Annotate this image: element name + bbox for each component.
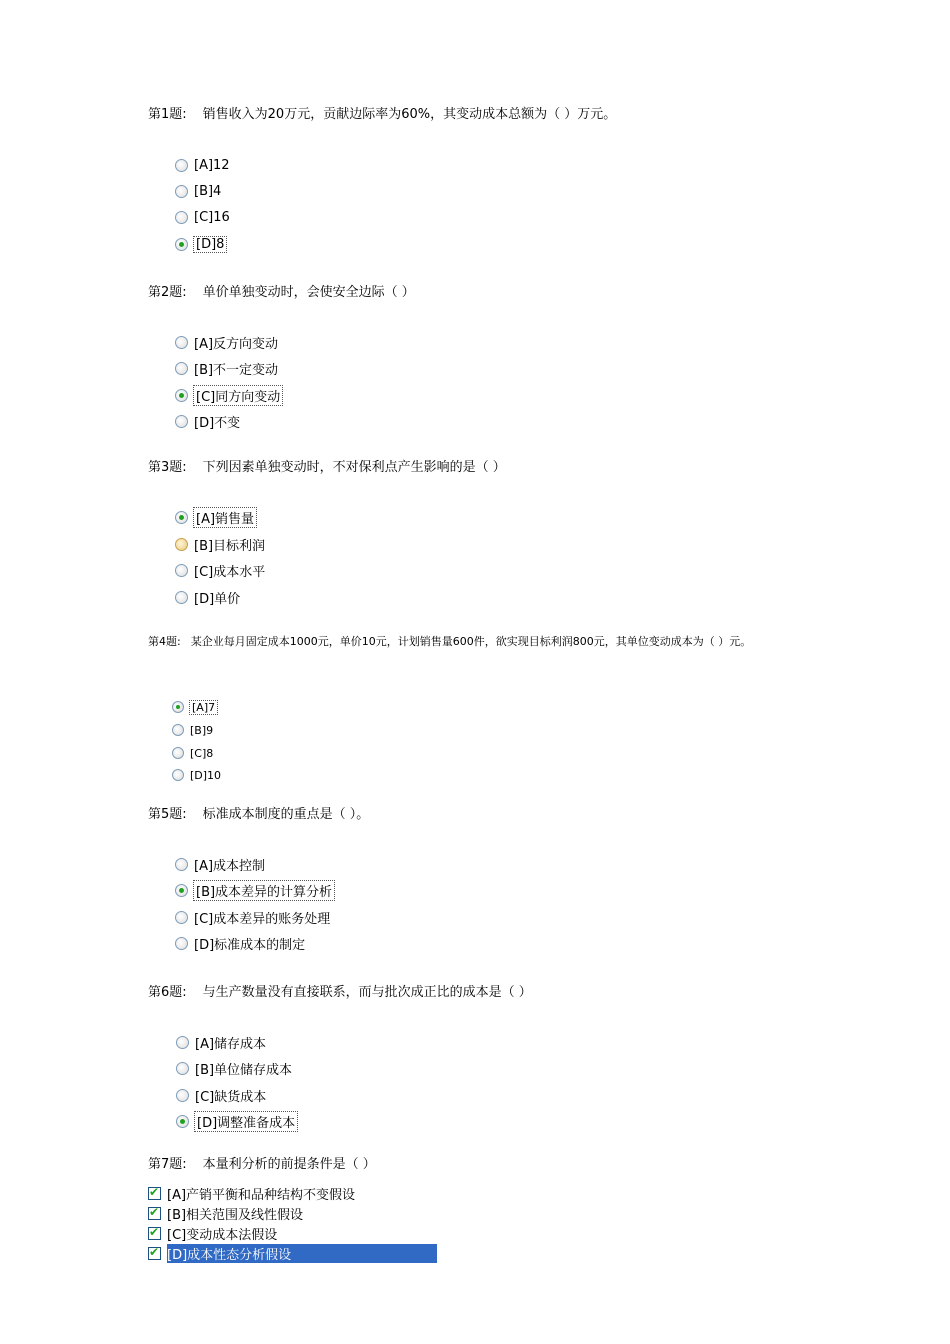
radio-button-selected[interactable] xyxy=(175,238,188,251)
q2-option-a[interactable] xyxy=(175,333,278,351)
checkbox-checked[interactable] xyxy=(148,1227,161,1240)
option-label[interactable]: [B]成本差异的计算分析 xyxy=(194,881,334,900)
q3-option-c[interactable] xyxy=(175,561,265,579)
question-7-title xyxy=(148,1153,376,1172)
q3-option-b[interactable] xyxy=(175,535,265,553)
question-text: 单价单独变动时，会使安全边际（ ） xyxy=(202,285,415,300)
radio-button[interactable] xyxy=(175,591,188,604)
radio-button[interactable] xyxy=(175,564,188,577)
option-label[interactable]: [C]同方向变动 xyxy=(194,386,282,405)
radio-button[interactable] xyxy=(175,185,188,198)
option-label[interactable]: [C]成本差异的账务处理 xyxy=(194,911,331,927)
radio-button[interactable] xyxy=(176,1062,189,1075)
checkbox-checked[interactable] xyxy=(148,1187,161,1200)
option-label[interactable]: [A]成本控制 xyxy=(194,858,266,874)
radio-button-selected[interactable] xyxy=(175,511,188,524)
option-label[interactable]: [D]调整准备成本 xyxy=(195,1112,297,1131)
option-label[interactable]: [A]反方向变动 xyxy=(194,336,279,352)
option-label[interactable]: [A]销售量 xyxy=(194,508,256,527)
q5-option-a[interactable] xyxy=(175,855,265,873)
option-label[interactable]: [C]16 xyxy=(194,209,230,225)
q1-option-c[interactable] xyxy=(175,208,230,226)
q7-option-b[interactable] xyxy=(148,1204,303,1222)
q7-option-d[interactable] xyxy=(148,1244,437,1262)
question-1-title xyxy=(148,103,616,122)
q2-option-d[interactable] xyxy=(175,412,240,430)
radio-button[interactable] xyxy=(175,336,188,349)
option-label[interactable]: [C]缺货成本 xyxy=(195,1089,267,1105)
option-label[interactable]: [A]产销平衡和品种结构不变假设 xyxy=(167,1187,356,1203)
checkbox-checked[interactable] xyxy=(148,1247,161,1260)
option-label-selected[interactable]: [D]成本性态分析假设 xyxy=(167,1244,437,1263)
question-2-title xyxy=(148,281,415,300)
radio-button[interactable] xyxy=(175,159,188,172)
question-3-title xyxy=(148,456,506,475)
q1-option-b[interactable] xyxy=(175,182,221,200)
option-label[interactable]: [D]单价 xyxy=(194,591,241,607)
question-number: 第6题: xyxy=(148,985,187,1000)
option-label[interactable]: [D]10 xyxy=(190,768,222,782)
option-label[interactable]: [A]12 xyxy=(194,157,230,173)
radio-button[interactable] xyxy=(175,911,188,924)
radio-button[interactable] xyxy=(175,415,188,428)
q5-option-d[interactable] xyxy=(175,934,305,952)
radio-button[interactable] xyxy=(172,747,184,759)
q6-option-d[interactable] xyxy=(176,1112,297,1130)
option-label[interactable]: [B]9 xyxy=(190,723,214,737)
question-number: 第1题: xyxy=(148,107,187,122)
radio-button[interactable] xyxy=(175,211,188,224)
option-label[interactable]: [B]不一定变动 xyxy=(194,362,279,378)
option-label[interactable]: [D]8 xyxy=(196,236,225,252)
q4-option-c[interactable] xyxy=(172,744,213,762)
option-label[interactable]: [B]4 xyxy=(194,183,222,199)
question-5-title xyxy=(148,803,369,822)
q2-option-b[interactable] xyxy=(175,359,278,377)
option-label[interactable]: [C]成本水平 xyxy=(194,564,266,580)
question-text: 下列因素单独变动时，不对保利点产生影响的是（ ） xyxy=(202,460,506,475)
q5-option-c[interactable] xyxy=(175,908,330,926)
question-text: 标准成本制度的重点是（ ）。 xyxy=(202,807,370,822)
radio-button[interactable] xyxy=(175,858,188,871)
q1-option-a[interactable] xyxy=(175,156,230,174)
question-6-title xyxy=(148,981,532,1000)
question-text: 销售收入为20万元，贡献边际率为60%，其变动成本总额为（ ）万元。 xyxy=(202,107,617,122)
question-number: 第2题: xyxy=(148,285,187,300)
option-label[interactable]: [A]7 xyxy=(192,700,216,714)
q3-option-d[interactable] xyxy=(175,588,240,606)
option-label[interactable]: [D]不变 xyxy=(194,415,241,431)
question-text: 本量利分析的前提条件是（ ） xyxy=(202,1157,376,1172)
q4-option-b[interactable] xyxy=(172,721,213,739)
q4-option-d[interactable] xyxy=(172,766,221,784)
question-number: 第3题: xyxy=(148,460,187,475)
radio-button[interactable] xyxy=(176,1089,189,1102)
option-label[interactable]: [C]8 xyxy=(190,746,214,760)
radio-button-selected[interactable] xyxy=(176,1115,189,1128)
radio-button-selected[interactable] xyxy=(172,701,184,713)
radio-button-selected[interactable] xyxy=(175,389,188,402)
question-4-title xyxy=(148,633,751,649)
q1-option-d[interactable] xyxy=(175,235,226,253)
option-label[interactable]: [A]储存成本 xyxy=(195,1036,267,1052)
option-label[interactable]: [B]目标利润 xyxy=(194,538,266,554)
question-number: 第4题: xyxy=(148,635,181,648)
option-label[interactable]: [D]标准成本的制定 xyxy=(194,937,306,953)
q5-option-b[interactable] xyxy=(175,881,334,899)
radio-button[interactable] xyxy=(175,937,188,950)
radio-button[interactable] xyxy=(172,769,184,781)
question-text: 与生产数量没有直接联系，而与批次成正比的成本是（ ） xyxy=(202,985,532,1000)
radio-button[interactable] xyxy=(172,724,184,736)
q4-option-a[interactable] xyxy=(172,698,217,716)
q6-option-b[interactable] xyxy=(176,1059,292,1077)
question-number: 第7题: xyxy=(148,1157,187,1172)
option-label[interactable]: [B]相关范围及线性假设 xyxy=(167,1207,304,1223)
q6-option-a[interactable] xyxy=(176,1033,266,1051)
q6-option-c[interactable] xyxy=(176,1086,266,1104)
option-label[interactable]: [C]变动成本法假设 xyxy=(167,1227,278,1243)
option-label[interactable]: [B]单位储存成本 xyxy=(195,1062,293,1078)
radio-button-selected[interactable] xyxy=(175,884,188,897)
radio-button[interactable] xyxy=(175,362,188,375)
q2-option-c[interactable] xyxy=(175,386,282,404)
radio-button-hover[interactable] xyxy=(175,538,188,551)
question-number: 第5题: xyxy=(148,807,187,822)
radio-button[interactable] xyxy=(176,1036,189,1049)
q3-option-a[interactable] xyxy=(175,508,256,526)
checkbox-checked[interactable] xyxy=(148,1207,161,1220)
question-text: 某企业每月固定成本1000元，单价10元，计划销售量600件，欲实现目标利润800元，其单位变动成本为（ ）元。 xyxy=(190,635,752,648)
q7-option-c[interactable] xyxy=(148,1224,277,1242)
q7-option-a[interactable] xyxy=(148,1184,355,1202)
